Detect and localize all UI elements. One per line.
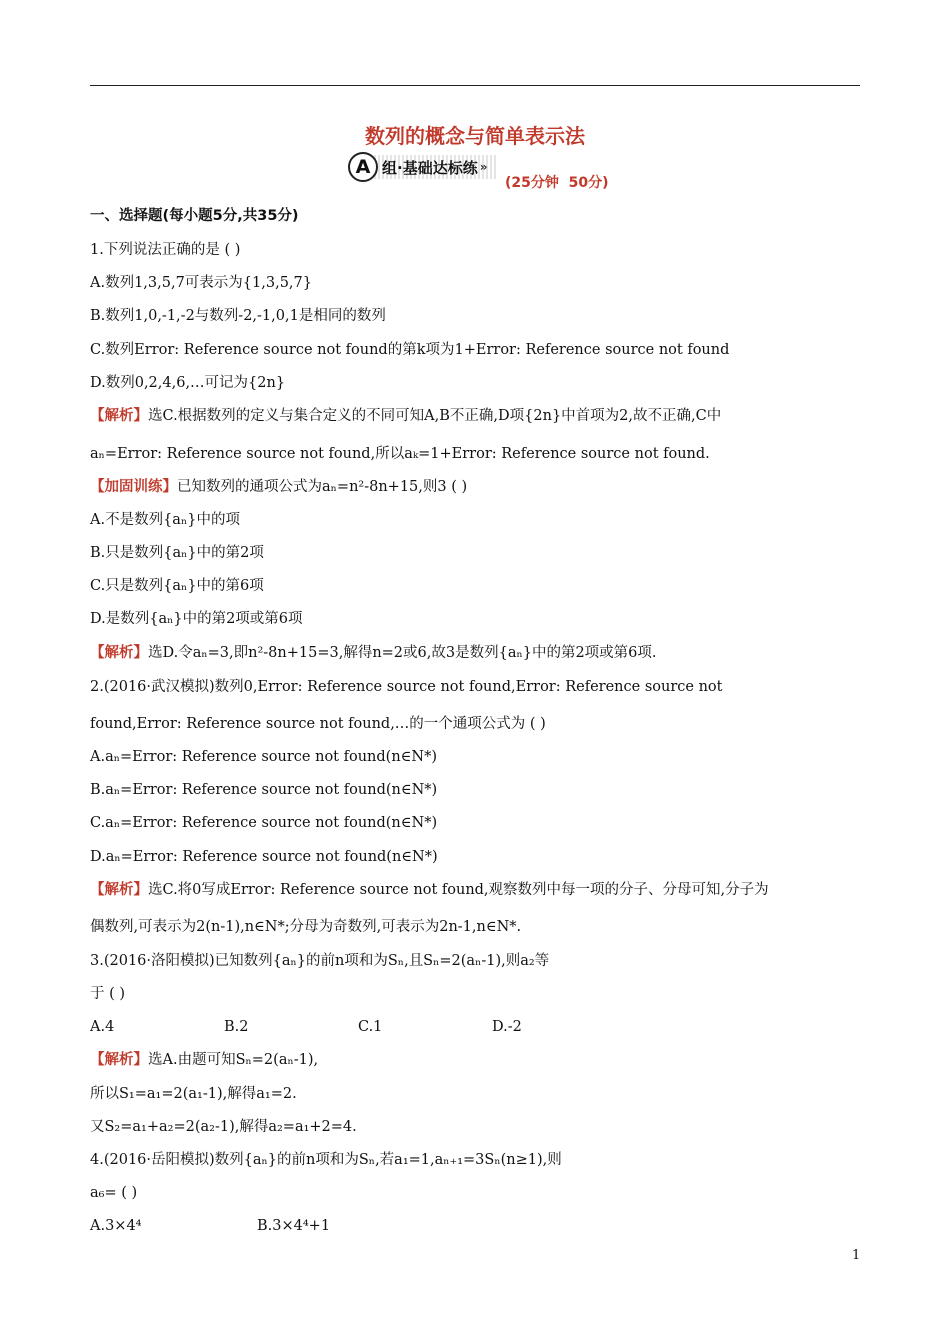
reinforce-option-b: B.只是数列{aₙ}中的第2项 [90,545,264,561]
question-1: 1.下列说法正确的是 ( ) [90,242,241,258]
q3-option-d: D.-2 [492,1019,522,1035]
group-badge [348,152,497,182]
q3-analysis-line3: 又S₂=a₁+a₂=2(a₂-1),解得a₂=a₁+2=4. [90,1119,357,1135]
question-4: 4.(2016·岳阳模拟)数列{aₙ}的前n项和为Sₙ,若a₁=1,aₙ₊₁=3Sₙ(n≥1),则 [90,1152,562,1168]
analysis-tag: 【解析】 [90,408,148,424]
reinforce-analysis: 【解析】选D.令aₙ=3,即n²-8n+15=3,解得n=2或6,故3是数列{aₙ}中的第2项或第6项. [90,645,657,661]
q1-analysis-cont: aₙ=Error: Reference source not found,所以aₖ=1+Error: Reference source not found. [90,446,710,462]
q3-option-a: A.4 [90,1019,115,1035]
q2-option-a: A.aₙ=Error: Reference source not found(n∈N*) [90,749,437,765]
group-label: 组·基础达标练 [382,158,478,177]
question-3-cont: 于 ( ) [90,986,126,1002]
doc-title: 数列的概念与简单表示法 [365,124,585,148]
analysis-tag: 【解析】 [90,1052,148,1068]
question-2: 2.(2016·武汉模拟)数列0,Error: Reference source not found,Error: Reference source not [90,679,723,695]
q3-analysis: 【解析】选A.由题可知Sₙ=2(aₙ-1), [90,1052,319,1068]
q1-analysis: 【解析】选C.根据数列的定义与集合定义的不同可知A,B不正确,D项{2n}中首项为2,故不正确,C中 [90,408,722,424]
q1-option-a: A.数列1,3,5,7可表示为{1,3,5,7} [90,275,312,291]
double-chevron-icon: » [479,160,488,174]
q2-option-d: D.aₙ=Error: Reference source not found(n∈N*) [90,849,438,865]
q4-options [90,1216,330,1236]
q4-option-b: B.3×4⁴+1 [257,1218,331,1234]
q1-option-c: C.数列Error: Reference source not found的第k项为1+Error: Reference source not found [90,342,730,358]
q3-option-b: B.2 [224,1019,249,1035]
q3-analysis-line2: 所以S₁=a₁=2(a₁-1),解得a₁=2. [90,1086,297,1102]
q2-option-c: C.aₙ=Error: Reference source not found(n∈N*) [90,815,438,831]
q3-option-c: C.1 [358,1019,383,1035]
reinforce-option-a: A.不是数列{aₙ}中的项 [90,512,240,528]
question-4-cont: a₆= ( ) [90,1185,138,1201]
q2-analysis: 【解析】选C.将0写成Error: Reference source not found,观察数列中每一项的分子、分母可知,分子为 [90,882,769,898]
question-3: 3.(2016·洛阳模拟)已知数列{aₙ}的前n项和为Sₙ,且Sₙ=2(aₙ-1),则a₂等 [90,953,550,969]
analysis-tag: 【解析】 [90,645,148,661]
q2-analysis-cont: 偶数列,可表示为2(n-1),n∈N*;分母为奇数列,可表示为2n-1,n∈N*. [90,919,522,935]
question-2-cont: found,Error: Reference source not found,…的一个通项公式为 ( ) [90,716,546,732]
group-band [366,155,497,179]
q1-option-d: D.数列0,2,4,6,…可记为{2n} [90,375,286,391]
q3-options [90,1017,626,1037]
page-number: 1 [852,1248,861,1263]
reinforce-question: 【加固训练】已知数列的通项公式为aₙ=n²-8n+15,则3 ( ) [90,479,468,495]
time-score: (25分钟 50分) [505,175,609,191]
q1-option-b: B.数列1,0,-1,-2与数列-2,-1,0,1是相同的数列 [90,308,386,324]
section-heading: 一、选择题(每小题5分,共35分) [90,208,299,224]
reinforce-tag: 【加固训练】 [90,479,177,495]
reinforce-option-c: C.只是数列{aₙ}中的第6项 [90,578,264,594]
q2-option-b: B.aₙ=Error: Reference source not found(n∈N*) [90,782,438,798]
q4-option-a: A.3×4⁴ [90,1218,142,1234]
group-letter: A [348,152,378,182]
reinforce-option-d: D.是数列{aₙ}中的第2项或第6项 [90,611,303,627]
analysis-tag: 【解析】 [90,882,148,898]
header-rule [90,85,860,86]
